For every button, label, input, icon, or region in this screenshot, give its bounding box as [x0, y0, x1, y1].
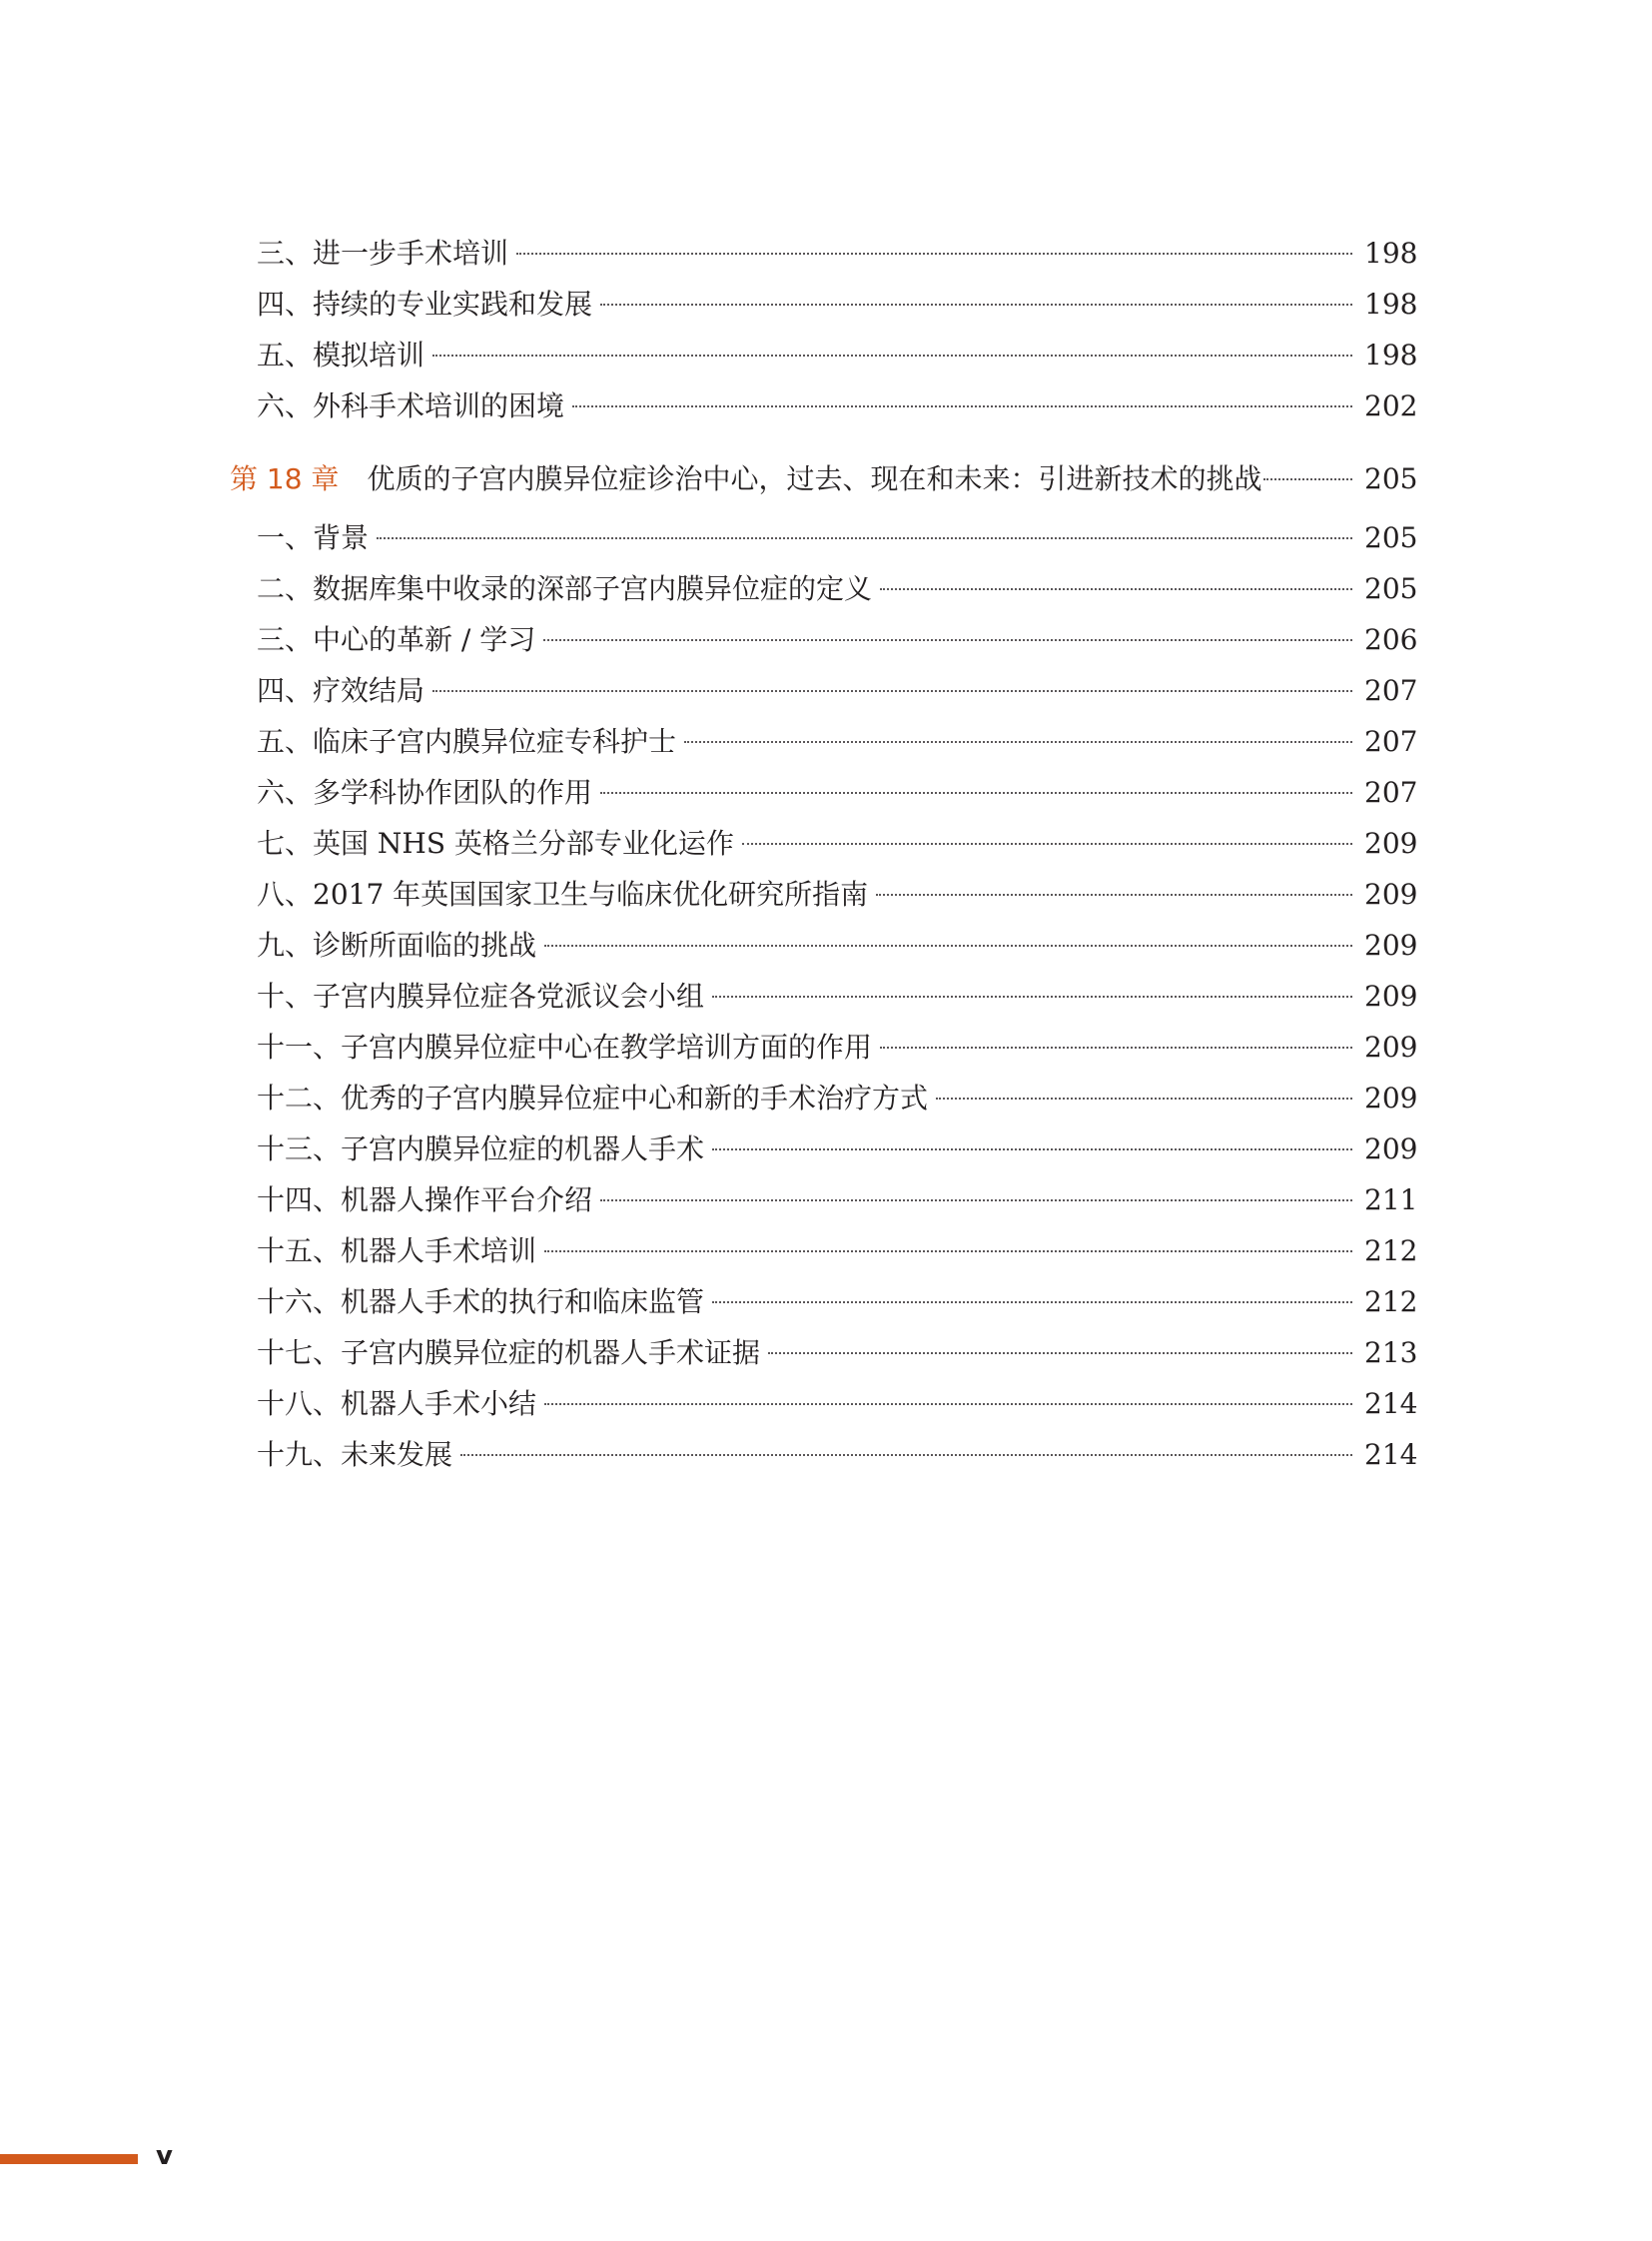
toc-entry-title: 六、多学科协作团队的作用 [257, 776, 593, 809]
toc-entry-page: 211 [1364, 1183, 1418, 1216]
toc-entry[interactable] [230, 512, 1418, 563]
toc-entry[interactable] [230, 380, 1418, 431]
toc-entry-page: 207 [1364, 674, 1418, 707]
toc-entry-page: 209 [1364, 980, 1418, 1013]
toc-entry-title: 九、诊断所面临的挑战 [257, 929, 537, 962]
toc-entry-page: 207 [1364, 776, 1418, 809]
dot-leader [600, 1199, 1352, 1201]
dot-leader [684, 741, 1352, 743]
toc-entry[interactable] [230, 665, 1418, 716]
toc-entry-title: 十七、子宫内膜异位症的机器人手术证据 [257, 1336, 761, 1369]
toc-entry-title: 十八、机器人手术小结 [257, 1387, 537, 1420]
toc-entry-page: 202 [1364, 389, 1418, 422]
toc-entry-title: 十四、机器人操作平台介绍 [257, 1183, 593, 1216]
toc-entry[interactable] [230, 1378, 1418, 1429]
dot-leader [712, 996, 1352, 998]
toc-entry-page: 206 [1364, 623, 1418, 656]
dot-leader [936, 1098, 1352, 1100]
toc-entry-title: 八、2017 年英国国家卫生与临床优化研究所指南 [257, 878, 869, 911]
dot-leader [880, 1047, 1352, 1049]
toc-entry-page: 207 [1364, 725, 1418, 758]
toc-entry[interactable] [230, 330, 1418, 380]
toc-entry-title: 十五、机器人手术培训 [257, 1234, 537, 1267]
dot-leader [742, 843, 1352, 845]
dot-leader [600, 304, 1352, 306]
toc-entry-title: 四、持续的专业实践和发展 [257, 288, 593, 321]
toc-entry-page: 209 [1364, 878, 1418, 911]
toc-entry-page: 209 [1364, 1082, 1418, 1115]
toc-entry[interactable] [230, 1276, 1418, 1327]
toc-entry-title: 五、模拟培训 [257, 339, 425, 372]
toc-entry-title: 三、进一步手术培训 [257, 237, 509, 270]
toc-entry-title: 十三、子宫内膜异位症的机器人手术 [257, 1132, 705, 1165]
toc-entry-title: 七、英国 NHS 英格兰分部专业化运作 [257, 827, 734, 860]
dot-leader [544, 1250, 1352, 1252]
toc-entry-title: 四、疗效结局 [257, 674, 425, 707]
dot-leader [768, 1352, 1352, 1354]
toc-entry[interactable] [230, 869, 1418, 920]
toc-entry-page: 198 [1364, 288, 1418, 321]
toc-entry-page: 209 [1364, 1132, 1418, 1165]
toc-entry-page: 209 [1364, 827, 1418, 860]
toc-entry-title: 五、临床子宫内膜异位症专科护士 [257, 725, 677, 758]
toc-entry[interactable] [230, 971, 1418, 1022]
toc-entry-title: 优质的子宫内膜异位症诊治中心，过去、现在和未来：引进新技术的挑战 [367, 462, 1262, 495]
dot-leader [572, 405, 1352, 407]
dot-leader [544, 1403, 1352, 1405]
dot-leader [880, 588, 1352, 590]
dot-leader [432, 690, 1352, 692]
toc-entry-page: 205 [1364, 521, 1418, 554]
toc-entry-title: 三、中心的革新 / 学习 [257, 623, 536, 656]
toc-entry[interactable] [230, 1123, 1418, 1174]
toc-entry[interactable] [230, 1073, 1418, 1123]
toc-entry[interactable] [230, 1327, 1418, 1378]
toc-entry-title: 十九、未来发展 [257, 1438, 453, 1471]
toc-entry-page: 198 [1364, 339, 1418, 372]
dot-leader [432, 355, 1352, 357]
dot-leader [543, 639, 1352, 641]
toc-entry-page: 205 [1364, 462, 1418, 495]
chapter-number: 第 18 章 [230, 462, 340, 495]
toc-entry[interactable] [230, 1429, 1418, 1480]
dot-leader [600, 792, 1352, 794]
toc-chapter-entry[interactable] [230, 453, 1418, 504]
toc-entry[interactable] [230, 228, 1418, 279]
toc-entry-title: 十二、优秀的子宫内膜异位症中心和新的手术治疗方式 [257, 1082, 929, 1115]
toc-entry-page: 205 [1364, 572, 1418, 605]
toc-entry-page: 198 [1364, 237, 1418, 270]
dot-leader [1263, 478, 1352, 480]
toc-entry[interactable] [230, 1022, 1418, 1073]
dot-leader [516, 253, 1352, 255]
toc-entry[interactable] [230, 1225, 1418, 1276]
dot-leader [712, 1301, 1352, 1303]
toc-entry-title: 十一、子宫内膜异位症中心在教学培训方面的作用 [257, 1031, 873, 1064]
toc-entry-title: 一、背景 [257, 521, 370, 554]
page-number: v [156, 2141, 173, 2171]
toc-entry-page: 209 [1364, 1031, 1418, 1064]
dot-leader [544, 945, 1352, 947]
toc-entry[interactable] [230, 1174, 1418, 1225]
toc-entry[interactable] [230, 716, 1418, 767]
toc-entry[interactable] [230, 767, 1418, 818]
dot-leader [876, 894, 1352, 896]
toc-entry-title: 二、数据库集中收录的深部子宫内膜异位症的定义 [257, 572, 873, 605]
toc-entry-title: 六、外科手术培训的困境 [257, 389, 565, 422]
toc-entry[interactable] [230, 563, 1418, 614]
footer-accent-bar [0, 2154, 138, 2164]
toc-entry[interactable] [230, 920, 1418, 971]
toc-entry-title: 十六、机器人手术的执行和临床监管 [257, 1285, 705, 1318]
toc-entry[interactable] [230, 818, 1418, 869]
table-of-contents [230, 228, 1418, 1480]
dot-leader [377, 537, 1352, 539]
toc-entry-page: 209 [1364, 929, 1418, 962]
toc-entry[interactable] [230, 279, 1418, 330]
dot-leader [460, 1454, 1352, 1456]
dot-leader [712, 1148, 1352, 1150]
toc-entry-page: 214 [1364, 1438, 1418, 1471]
toc-entry-title: 十、子宫内膜异位症各党派议会小组 [257, 980, 705, 1013]
toc-entry[interactable] [230, 614, 1418, 665]
toc-entry-page: 214 [1364, 1387, 1418, 1420]
toc-entry-page: 213 [1364, 1336, 1418, 1369]
toc-entry-page: 212 [1364, 1234, 1418, 1267]
toc-entry-page: 212 [1364, 1285, 1418, 1318]
